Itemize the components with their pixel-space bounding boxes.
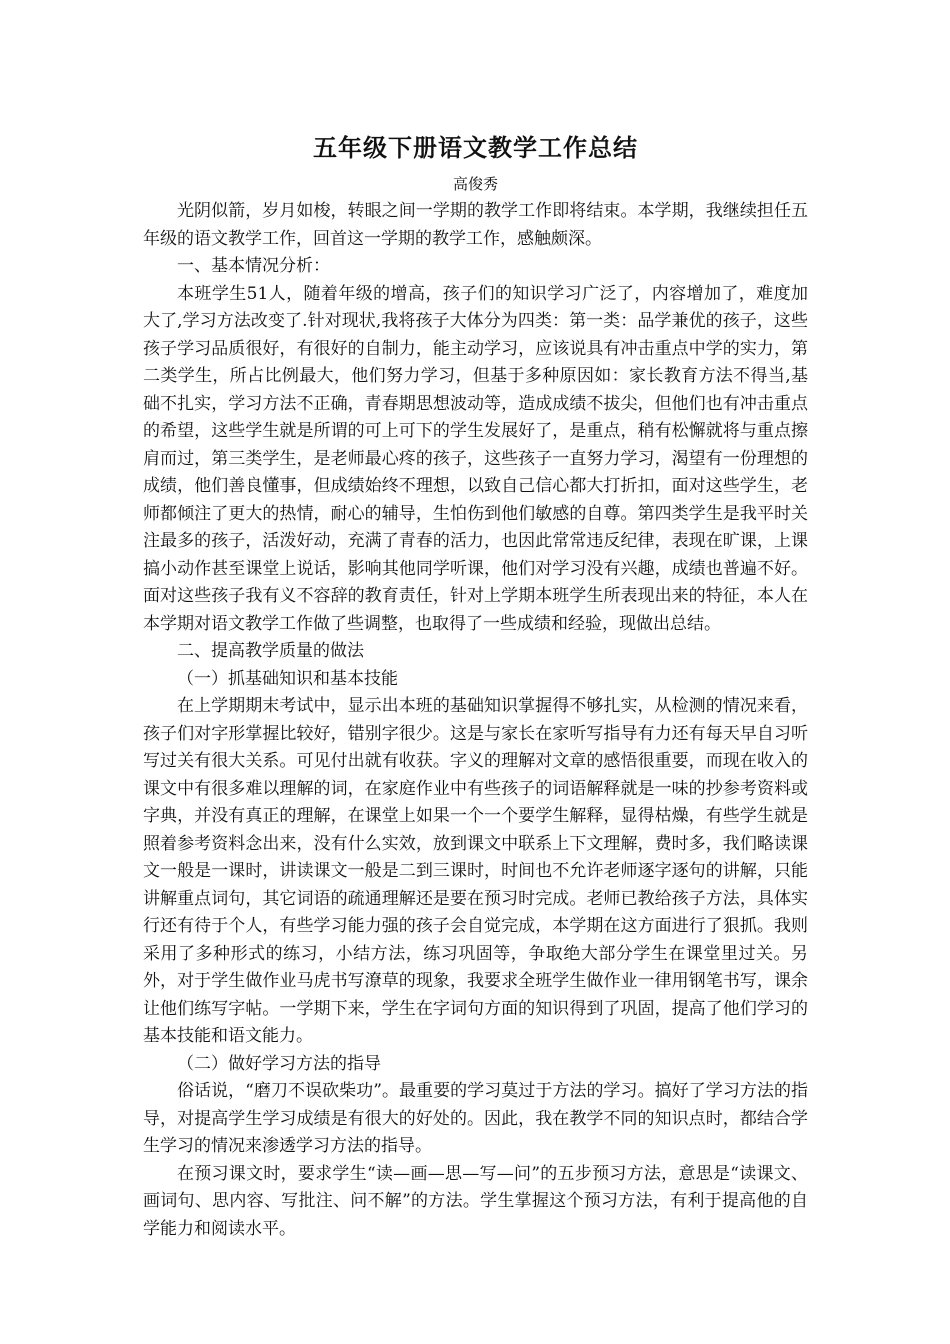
subsection-heading-methods: （二）做好学习方法的指导 [177,1053,381,1074]
section-heading-basic-situation: 一、基本情况分析： [177,256,330,276]
document-title: 五年级下册语文教学工作总结 [313,134,638,162]
paragraph-methods: 俗话说，“磨刀不误砍柴功”。最重要的学习莫过于方法的学习。搞好了学习方法的指导，对提高学生学习成绩是有很大的好处的。因此，我在教学不同的知识点时，都结合学生学习的情况来渗透学习方法的指导。 [143,1081,808,1156]
paragraph-basics: 在上学期期末考试中，显示出本班的基础知识掌握得不够扎实，从检测的情况来看，孩子们对字形掌握比较好，错别字很少。这是与家长在家听写指导有力还有每天早自习听写过关有很大关系。可见付出就有收获。字义的理解对文章的感悟很重要，而现在收入的课文中有很多难以理解的词，在家庭作业中有些孩子的词语解释就是一味的抄参考资料或字典，并没有真正的理解，在课堂上如果一个一个要学生解释，显得枯燥，有些学生就是照着参考资料念出来，没有什么实效，放到课文中联系上下文理解，费时多，我们略读课文一般是一课时，讲读课文一般是二到三课时，时间也不允许老师逐字逐句的讲解，只能讲解重点词句，其它词语的疏通理解还是要在预习时完成。老师已教给孩子方法，具体实行还有待于个人，有些学习能力强的孩子会自觉完成，本学期在这方面进行了狠抓。我则采用了多种形式的练习，小结方法，练习巩固等，争取绝大部分学生在课堂里过关。另外，对于学生做作业马虎书写潦草的现象，我要求全班学生做作业一律用钢笔书写，课余让他们练写字帖。一学期下来，学生在字词句方面的知识得到了巩固，提高了他们学习的基本技能和语文能力。 [143,696,808,1046]
paragraph-class-analysis: 本班学生51人，随着年级的增高，孩子们的知识学习广泛了，内容增加了，难度加大了,学习方法改变了.针对现状,我将孩子大体分为四类：第一类：品学兼优的孩子，这些孩子学习品质很好，有很好的自制力，能主动学习，应该说具有冲击重点中学的实力，第二类学生，所占比例最大，他们努力学习，但基于多种原因如：家长教育方法不得当,基础不扎实，学习方法不正确，青春期思想波动等，造成成绩不拔尖，但他们也有冲击重点的希望，这些学生就是所谓的可上可下的学生发展好了，是重点，稍有松懈就将与重点擦肩而过，第三类学生，是老师最心疼的孩子，这些孩子一直努力学习，渴望有一份理想的成绩，他们善良懂事，但成绩始终不理想，以致自己信心都大打折扣，面对这些学生，老师都倾注了更大的热情，耐心的辅导，生怕伤到他们敏感的自尊。第四类学生是我平时关注最多的孩子，活泼好动，充满了青春的活力，也因此常常违反纪律，表现在旷课，上课搞小动作甚至课堂上说话，影响其他同学听课，他们对学习没有兴趣，成绩也普遍不好。面对这些孩子我有义不容辞的教育责任，针对上学期本班学生所表现出来的特征，本人在本学期对语文教学工作做了些调整，也取得了一些成绩和经验，现做出总结。 [143,283,808,634]
document-author: 高俊秀 [452,175,498,193]
paragraph-preview: 在预习课文时，要求学生“读—画—思—写—问”的五步预习方法，意思是“读课文、画词句、思内容、写批注、问不解”的方法。学生掌握这个预习方法，有利于提高他的自学能力和阅读水平。 [143,1163,808,1239]
section-heading-teaching-quality: 二、提高教学质量的做法 [177,641,364,661]
document-page [143,128,808,1243]
subsection-heading-basics: （一）抓基础知识和基本技能 [177,668,398,689]
paragraph-intro: 光阴似箭，岁月如梭，转眼之间一学期的教学工作即将结束。本学期，我继续担任五年级的语文教学工作，回首这一学期的教学工作，感触颇深。 [143,201,808,249]
